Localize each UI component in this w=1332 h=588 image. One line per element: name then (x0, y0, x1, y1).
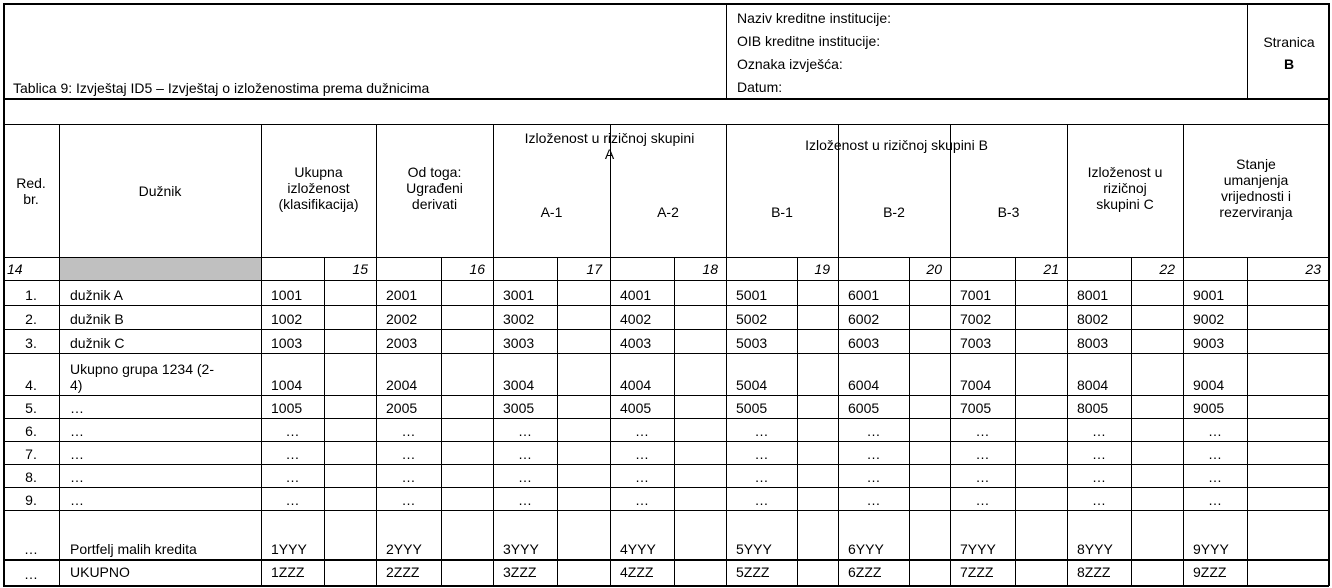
row-value: … (975, 423, 990, 439)
row-value: 2001 (386, 287, 418, 303)
col-number: 14 (7, 261, 23, 277)
grid-line (1131, 257, 1132, 586)
grid-line (909, 257, 910, 586)
col-sub-b: B-1 (771, 204, 793, 220)
row-value: … (518, 423, 532, 439)
row-value: 9YYY (1193, 541, 1229, 557)
row-value: 9004 (1193, 377, 1225, 393)
row-value: … (1208, 423, 1222, 439)
row-value: … (285, 446, 300, 462)
row-value: … (1208, 492, 1222, 508)
row-value: … (975, 492, 990, 508)
row-value: 6001 (848, 287, 880, 303)
row-name: Portfelj malih kredita (70, 541, 197, 557)
row-value: … (635, 492, 649, 508)
row-value: 3003 (503, 335, 535, 351)
row-value: 7ZZZ (960, 564, 994, 580)
row-value: 6003 (848, 335, 880, 351)
row-number: 7. (25, 446, 37, 462)
grid-line (1247, 3, 1248, 98)
row-value: … (635, 446, 649, 462)
row-value: 7002 (960, 311, 992, 327)
row-value: 8ZZZ (1077, 564, 1111, 580)
row-name: dužnik B (70, 311, 124, 327)
col-group-b: Izloženost u rizičnoj skupini B (805, 137, 988, 153)
row-value: 5001 (736, 287, 768, 303)
row-value: 7003 (960, 335, 992, 351)
row-value: … (401, 492, 416, 508)
row-number: 9. (25, 492, 37, 508)
row-value: 4004 (620, 377, 652, 393)
row-value: 1001 (271, 287, 303, 303)
grid-line (726, 124, 727, 586)
row-value: 5002 (736, 311, 768, 327)
row-value: 5004 (736, 377, 768, 393)
row-value: 6ZZZ (848, 564, 882, 580)
col-number: 22 (1159, 261, 1175, 277)
row-value: 6004 (848, 377, 880, 393)
row-value: 7005 (960, 400, 992, 416)
col-red-br: Red. (16, 175, 46, 191)
row-value: … (866, 423, 881, 439)
col-sub-a: A-2 (657, 204, 679, 220)
col-number: 17 (586, 261, 602, 277)
row-name: … (70, 446, 84, 462)
row-value: … (754, 492, 769, 508)
row-value: 6002 (848, 311, 880, 327)
row-value: … (754, 469, 769, 485)
row-value: 5005 (736, 400, 768, 416)
row-value: 4YYY (620, 541, 656, 557)
row-number: 6. (25, 423, 37, 439)
row-value: 7001 (960, 287, 992, 303)
row-value: 5ZZZ (736, 564, 770, 580)
row-number: 8. (25, 469, 37, 485)
row-name: … (70, 400, 84, 416)
grid-line (3, 124, 1329, 125)
row-value: 2YYY (386, 541, 422, 557)
row-value: … (518, 469, 532, 485)
row-value: … (518, 492, 532, 508)
row-value: … (975, 469, 990, 485)
grid-line (3, 3, 1329, 5)
col-group-a: Izloženost u rizičnoj skupini (524, 130, 695, 146)
row-value: … (401, 446, 416, 462)
row-value: 2ZZZ (386, 564, 420, 580)
row-value: … (754, 423, 769, 439)
grid-line (674, 257, 675, 586)
row-number: … (24, 566, 38, 582)
row-value: … (635, 423, 649, 439)
row-name: dužnik A (70, 287, 123, 303)
row-value: … (1092, 446, 1106, 462)
row-value: 1004 (271, 377, 303, 393)
grid-line (493, 124, 494, 586)
row-name: … (70, 423, 84, 439)
row-value: … (635, 469, 649, 485)
row-value: 4003 (620, 335, 652, 351)
institution-info: Datum: (737, 79, 783, 95)
row-value: 5YYY (736, 541, 772, 557)
col-stanje: vrijednosti i (1220, 188, 1292, 204)
col-number: 15 (352, 261, 368, 277)
row-value: 4001 (620, 287, 652, 303)
col-group-c: Izloženost u (1087, 164, 1163, 180)
row-value: … (1208, 469, 1222, 485)
row-value: 2003 (386, 335, 418, 351)
grid-line (441, 257, 442, 586)
col-number: 18 (702, 261, 718, 277)
col-number: 16 (469, 261, 485, 277)
row-value: … (866, 469, 881, 485)
grid-line (1247, 257, 1248, 586)
table-title: Tablica 9: Izvještaj ID5 – Izvještaj o izloženostima prema dužnicima (13, 80, 430, 96)
col-ukupna: Ukupna (294, 164, 343, 180)
row-value: 9003 (1193, 335, 1225, 351)
grid-line (324, 257, 325, 586)
row-value: 9001 (1193, 287, 1225, 303)
row-value: 8004 (1077, 377, 1109, 393)
col-sub-b: B-2 (883, 204, 905, 220)
row-value: … (285, 492, 300, 508)
row-value: 3001 (503, 287, 535, 303)
col-od-toga: Ugrađeni (406, 180, 463, 196)
col-stanje: rezerviranja (1219, 204, 1293, 220)
row-number: 5. (25, 400, 37, 416)
row-value: … (1092, 492, 1106, 508)
row-value: 2002 (386, 311, 418, 327)
row-value: 4ZZZ (620, 564, 654, 580)
col-group-c: skupini C (1096, 196, 1154, 212)
row-value: … (866, 492, 881, 508)
grid-line (1015, 257, 1016, 586)
row-name: Ukupno grupa 1234 (2- (70, 361, 214, 377)
row-value: 4002 (620, 311, 652, 327)
grid-line (557, 257, 558, 586)
col-ukupna: (klasifikacija) (278, 196, 359, 212)
grid-line (797, 257, 798, 586)
row-value: 1ZZZ (271, 564, 305, 580)
row-value: 1005 (271, 400, 303, 416)
row-value: 2004 (386, 377, 418, 393)
row-value: … (975, 446, 990, 462)
row-name: … (70, 492, 84, 508)
row-value: … (401, 469, 416, 485)
page-value: B (1283, 56, 1295, 72)
row-name: 4) (70, 377, 83, 393)
col-stanje: umanjenja (1223, 172, 1289, 188)
row-value: … (1208, 446, 1222, 462)
row-value: … (285, 469, 300, 485)
grey-cell (60, 258, 261, 280)
row-value: 3004 (503, 377, 535, 393)
row-value: … (518, 446, 532, 462)
row-value: 9005 (1193, 400, 1225, 416)
row-value: 6005 (848, 400, 880, 416)
row-value: 1002 (271, 311, 303, 327)
row-value: 9002 (1193, 311, 1225, 327)
row-value: 4005 (620, 400, 652, 416)
grid-line (1328, 3, 1330, 586)
col-number: 23 (1305, 261, 1321, 277)
row-value: … (754, 446, 769, 462)
col-number: 20 (926, 261, 942, 277)
col-group-a: A (604, 146, 615, 162)
row-value: 3005 (503, 400, 535, 416)
col-sub-a: A-1 (540, 204, 563, 220)
col-stanje: Stanje (1236, 156, 1276, 172)
col-sub-b: B-3 (997, 204, 1020, 220)
row-name: … (70, 469, 84, 485)
institution-info: Oznaka izvješća: (737, 56, 843, 72)
row-name: dužnik C (70, 335, 125, 351)
col-od-toga: Od toga: (407, 164, 462, 180)
row-value: 7YYY (960, 541, 996, 557)
col-group-c: rizičnoj (1103, 180, 1147, 196)
row-number: 1. (25, 287, 37, 303)
col-ukupna: izloženost (287, 180, 350, 196)
row-number: 2. (25, 311, 37, 327)
grid-line (3, 98, 1329, 100)
row-number: … (24, 541, 38, 557)
row-value: 2005 (386, 400, 418, 416)
row-value: 8002 (1077, 311, 1109, 327)
row-value: … (866, 446, 881, 462)
col-red-br: br. (23, 191, 39, 207)
row-value: 8001 (1077, 287, 1109, 303)
row-value: 5003 (736, 335, 768, 351)
row-value: 9ZZZ (1193, 564, 1227, 580)
col-od-toga: derivati (411, 196, 458, 212)
col-duznik: Dužnik (138, 183, 182, 199)
row-value: 8003 (1077, 335, 1109, 351)
row-value: 3YYY (503, 541, 539, 557)
page-label: Stranica (1263, 34, 1315, 50)
col-number: 19 (814, 261, 830, 277)
row-value: … (285, 423, 300, 439)
row-value: 8YYY (1077, 541, 1113, 557)
col-number: 21 (1043, 261, 1059, 277)
row-value: … (1092, 423, 1106, 439)
row-value: … (1092, 469, 1106, 485)
row-value: 7004 (960, 377, 992, 393)
row-number: 4. (25, 377, 37, 393)
institution-info: Naziv kreditne institucije: (737, 10, 892, 26)
row-value: 3ZZZ (503, 564, 537, 580)
row-name: UKUPNO (70, 564, 130, 580)
row-value: 8005 (1077, 400, 1109, 416)
row-number: 3. (25, 335, 37, 351)
row-value: 6YYY (848, 541, 884, 557)
grid-line (726, 3, 727, 98)
row-value: 1YYY (271, 541, 307, 557)
row-value: 3002 (503, 311, 535, 327)
institution-info: OIB kreditne institucije: (737, 33, 881, 49)
row-value: 1003 (271, 335, 303, 351)
row-value: … (401, 423, 416, 439)
